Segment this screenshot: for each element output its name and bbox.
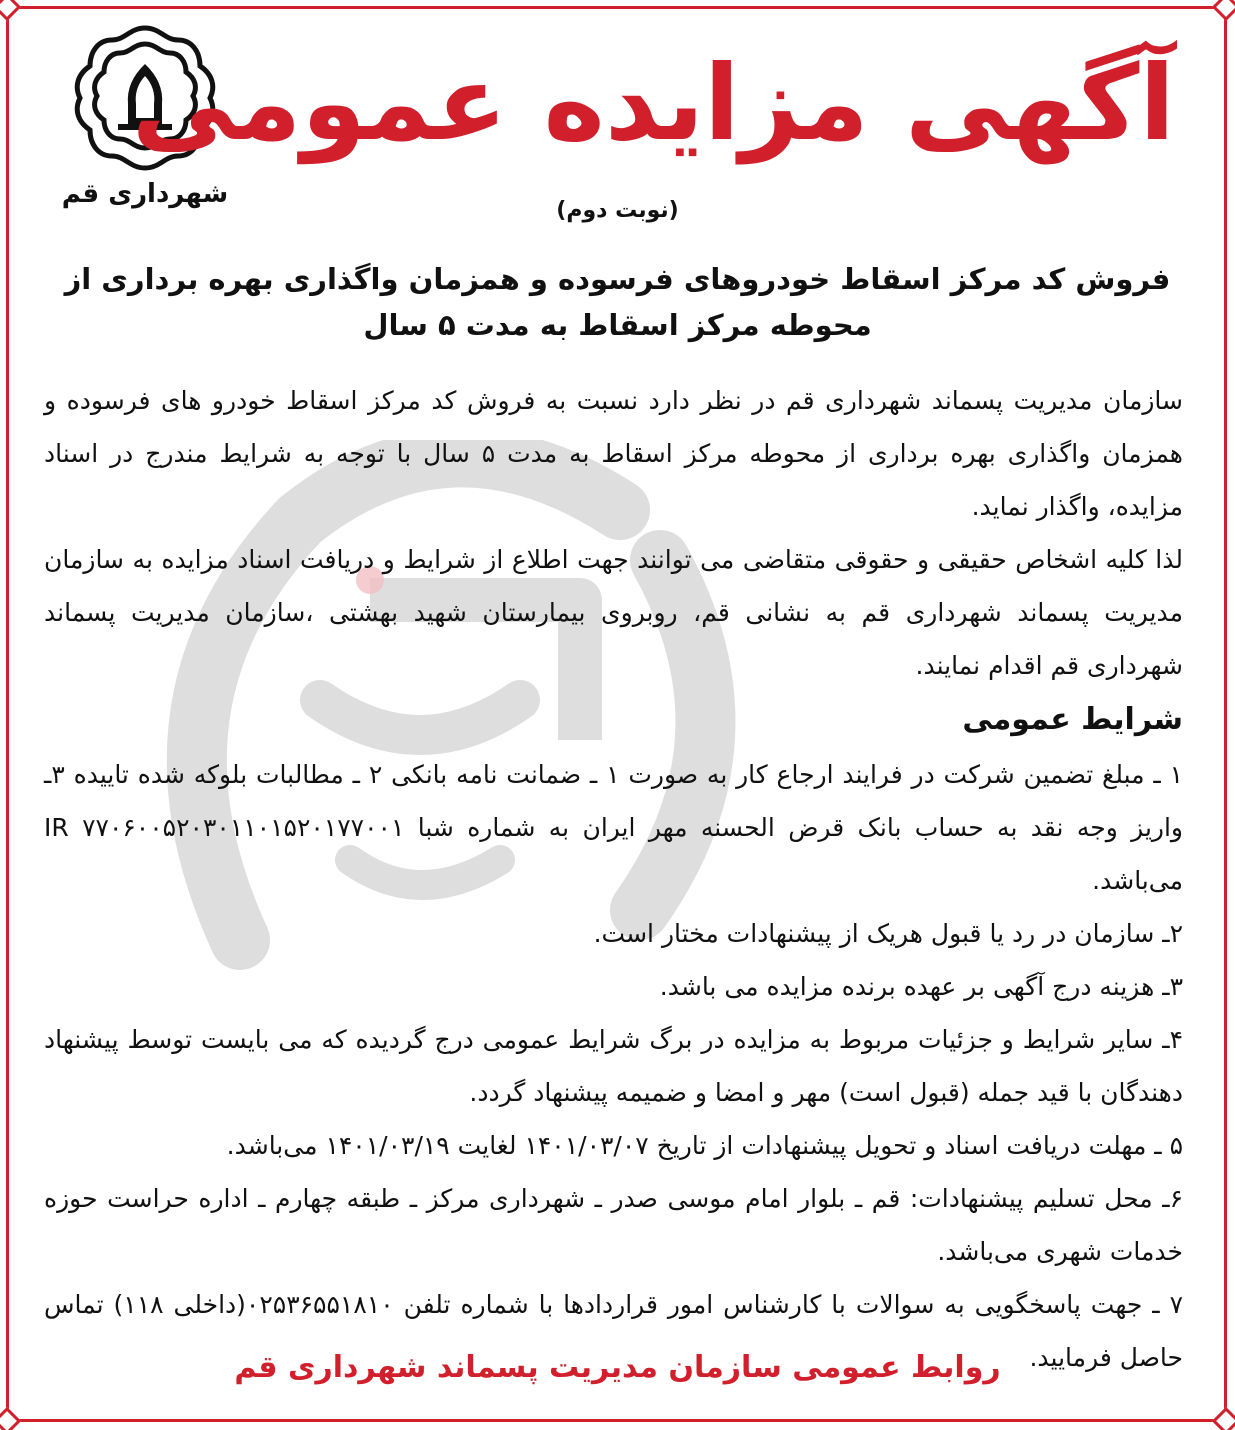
round-label: (نوبت دوم) [556,198,679,223]
subject-line: فروش کد مرکز اسقاط خودروهای فرسوده و همزمان واگذاری بهره برداری از [64,262,1171,296]
page-title: آگهی مزایده عمومی [131,42,1175,164]
announcement-body [44,374,1183,1384]
footer-signature: روابط عمومی سازمان مدیریت پسماند شهرداری قم [234,1350,1001,1385]
condition-item: ۷ ـ جهت پاسخگویی به سوالات با کارشناس امور قراردادها با شماره تلفن ۰۲۵۳۶۵۵۱۸۱۰(داخلی ۱۱۸) تماس حاصل فرمایید. [44,1290,1183,1372]
intro-paragraph: لذا کلیه اشخاص حقیقی و حقوقی متقاضی می توانند جهت اطلاع از شرایط و دریافت اسناد مزایده به سازمان مدیریت پسماند شهرداری قم به نشانی قم، روبروی بیمارستان شهید بهشتی ،سازمان مدیریت پسماند شهرداری قم اقدام نمایند. [44,545,1183,680]
condition-item: ۴ـ سایر شرایط و جزئیات مربوط به مزایده در برگ شرایط عمومی درج گردیده که می بایست توسط پیشنهاد دهندگان با قید جمله (قبول است) مهر و امضا و ضمیمه پیشنهاد گردد. [44,1025,1183,1107]
corner-ornament [1212,0,1235,21]
condition-item: ۲ـ سازمان در رد یا قبول هریک از پیشنهادات مختار است. [593,919,1183,948]
condition-item: ۵ ـ مهلت دریافت اسناد و تحویل پیشنهادات از تاریخ ۱۴۰۱/۰۳/۰۷ لغایت ۱۴۰۱/۰۳/۱۹ می‌باشد. [226,1131,1183,1160]
logo-text: شهرداری قم [61,179,229,209]
condition-item: ۱ ـ مبلغ تضمین شرکت در فرایند ارجاع کار به صورت ۱ ـ ضمانت نامه بانکی ۲ ـ مطالبات بلوکه شده تاییده ۳ـ واریز وجه نقد به حساب بانک قرض الحسنه مهر ایران به شماره شبا IR ۷۷۰۶۰۰۵۲۰۳۰۱۱۰۱۵۲۰۱۷۷۰۰۱ می‌باشد. [44,760,1183,895]
intro-paragraph: سازمان مدیریت پسماند شهرداری قم در نظر دارد نسبت به فروش کد مرکز اسقاط خودرو های فرسوده و همزمان واگذاری بهره برداری از محوطه مرکز اسقاط به مدت ۵ سال با توجه به شرایط مندرج در اسناد مزایده، واگذار نماید. [44,386,1183,521]
condition-item: ۶ـ محل تسلیم پیشنهادات: قم ـ بلوار امام موسی صدر ـ شهرداری مرکز ـ طبقه چهارم ـ اداره حراست حوزه خدمات شهری می‌باشد. [44,1184,1183,1266]
conditions-heading: شرایط عمومی [962,702,1183,737]
corner-ornament [1212,1407,1235,1430]
corner-ornament [0,1407,21,1430]
subject-line: محوطه مرکز اسقاط به مدت ۵ سال [363,308,872,342]
auction-subject [60,256,1175,348]
condition-item: ۳ـ هزینه درج آگهی بر عهده برنده مزایده می باشد. [659,972,1183,1001]
corner-ornament [0,0,21,21]
